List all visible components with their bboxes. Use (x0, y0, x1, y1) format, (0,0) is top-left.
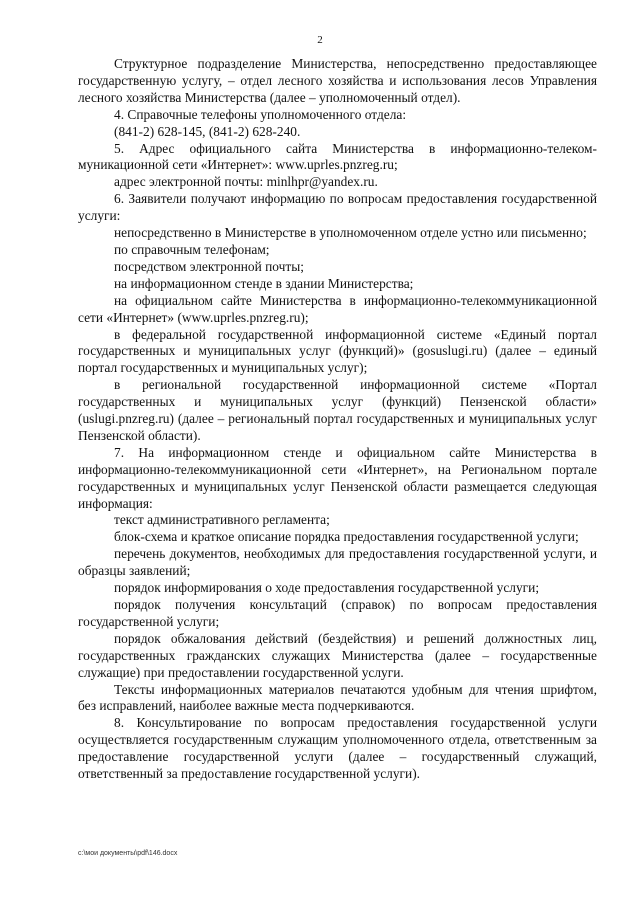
paragraph-structural-unit: Структурное подразделение Министерства, непосредственно предоставляющее государственную услугу, – отдел лесного хозяйства и использования лесов Управления лесного хозяйства Министерства (далее – уполномоченный отдел). (78, 56, 597, 105)
list-item: порядок информирования о ходе предоставления государственной услуги; (114, 580, 540, 596)
list-item: непосредственно в Министерстве в уполномоченном отделе устно или письменно; (114, 225, 587, 241)
list-item: в региональной государственной информационной системе «Портал государственных и муниципальных услуг (функций) Пензенской области» (uslugi.pnzreg.ru) (далее – региональный портал государственных и муниципальных услуг Пензенской области). (78, 377, 597, 443)
list-item: блок-схема и краткое описание порядка предоставления государственной услуги; (114, 529, 579, 545)
paragraph-email: адрес электронной почты: minlhpr@yandex.ru. (114, 174, 378, 190)
footer-file-path: c:\мои документы\pdf\146.docx (78, 850, 178, 857)
list-item: текст административного регламента; (114, 512, 330, 528)
list-item: порядок получения консультаций (справок) по вопросам предоставления государственной услуги; (78, 597, 597, 629)
paragraph-item-5: 5. Адрес официального сайта Министерства в информационно-телекоммуникационной сети «Интернет»: www.uprles.pnzreg.ru; (78, 140, 597, 173)
document-body (78, 56, 597, 783)
paragraph-item-4: 4. Справочные телефоны уполномоченного отдела: (114, 106, 407, 122)
paragraph-item-8: 8. Консультирование по вопросам предоставления государственной услуги осуществляется государственным служащим уполномоченного отдела, ответственным за предоставление государственной услуги (далее – государственный служащий, ответственный за предоставление государственной услуги). (78, 715, 597, 782)
list-item: на официальном сайте Министерства в информационно-телекоммуникационной сети «Интернет» (www.uprles.pnzreg.ru); (78, 292, 597, 325)
list-item: в федеральной государственной информационной системе «Единый портал государственных и муниципальных услуг (функций)» (gosuslugi.ru) (далее – единый портал государственных и муниципальных услуг); (78, 326, 597, 376)
paragraph-item-7: 7. На информационном стенде и официальном сайте Министерства в информационно-телекоммуникационной сети «Интернет», на Региональном портале государственных и муниципальных услуг Пензенской области размещается следующая информация: (78, 444, 597, 511)
list-item: посредством электронной почты; (114, 258, 304, 274)
page-number: 2 (317, 34, 323, 46)
list-item: на информационном стенде в здании Министерства; (114, 275, 414, 291)
list-item: по справочным телефонам; (114, 241, 270, 257)
paragraph-item-6: 6. Заявители получают информацию по вопросам предоставления государственной услуги: (78, 191, 597, 224)
list-item: перечень документов, необходимых для предоставления государственной услуги, и образцы заявлений; (78, 546, 597, 579)
paragraph-text-format: Тексты информационных материалов печатаются удобным для чтения шрифтом, без исправлений, наиболее важные места подчеркиваются. (78, 681, 597, 714)
paragraph-phones: (841-2) 628-145, (841-2) 628-240. (114, 123, 301, 139)
list-item: порядок обжалования действий (бездействия) и решений должностных лиц, государственных гражданских служащих Министерства (далее – государственные служащие) при предоставлении государственной услуги. (78, 630, 597, 680)
